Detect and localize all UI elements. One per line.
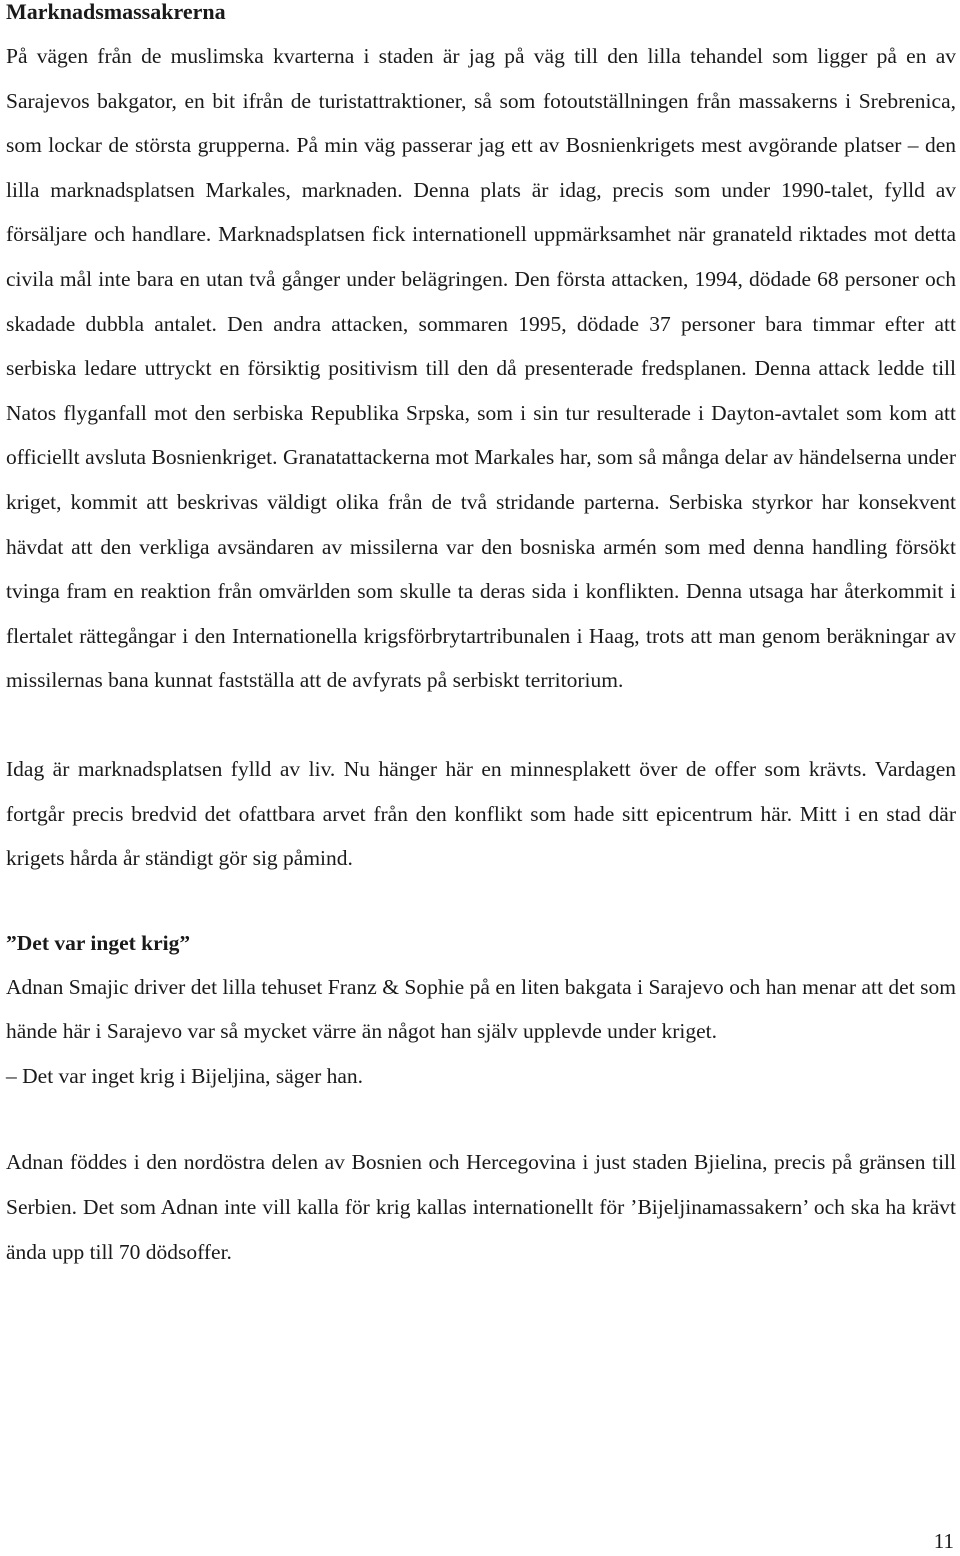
paragraph-markales-history: På vägen från de muslimska kvarterna i staden är jag på väg till den lilla tehandel som ligger på en av Sarajevos bakgator, en bit ifrån de turistattraktioner, så som fotoutställningen från massakerns i Srebrenica, som lockar de största grupperna. På min väg passerar jag ett av Bosnienkrigets mest avgörande platser – den lilla marknadsplatsen Markales, marknaden. Denna plats är idag, precis som under 1990-talet, fylld av försäljare och handlare. Marknadsplatsen fick internationell uppmärksamhet när granateld riktades mot detta civila mål inte bara en utan två gånger under belägringen. Den första attacken, 1994, dödade 68 personer och skadade dubbla antalet. Den andra attacken, sommaren 1995, dödade 37 personer bara timmar efter att serbiska ledare uttryckt en försiktig positivism till den då presenterade fredsplanen. Denna attack ledde till Natos flyganfall mot den serbiska Republika Srpska, som i sin tur resulterade i Dayton-avtalet som kom att officiellt avsluta Bosnienkriget. Granatattackerna mot Markales har, som så många delar av händelserna under kriget, kommit att beskrivas väldigt olika från de två stridande parterna. Serbiska styrkor har konsekvent hävdat att den verkliga avsändaren av missilerna var den bosniska armén som med denna handling försökt tvinga fram en reaktion från omvärlden som skulle ta deras sida i konflikten. Denna utsaga har återkommit i flertalet rättegångar i den Internationella krigsförbrytartribunalen i Haag, trots att man genom beräkningar av missilernas bana kunnat fastställa att de avfyrats på serbiskt territorium.	[6, 44, 956, 693]
paragraph-market-today: Idag är marknadsplatsen fylld av liv. Nu hänger här en minnesplakett över de offer som krävts. Vardagen fortgår precis bredvid det ofattbara arvet från den konflikt som hade sitt epicentrum här. Mitt i en stad där krigets hårda år ständigt gör sig påmind.	[6, 756, 956, 871]
page-number: 11	[933, 1529, 954, 1553]
paragraph-quote: – Det var inget krig i Bijeljina, säger han.	[6, 1063, 364, 1088]
subsection-title: ”Det var inget krig”	[6, 930, 191, 955]
paragraph-adnan-intro: Adnan Smajic driver det lilla tehuset Franz & Sophie på en liten bakgata i Sarajevo och han menar att det som hände här i Sarajevo var så mycket värre än något han själv upplevde under kriget.	[6, 974, 956, 1044]
page-content	[6, 0, 956, 1274]
paragraph-bijeljina: Adnan föddes i den nordöstra delen av Bosnien och Hercegovina i just staden Bjielina, precis på gränsen till Serbien. Det som Adnan inte vill kalla för krig kallas internationellt för ’Bijeljinamassakern’ och ska ha krävt ända upp till 70 dödsoffer.	[6, 1150, 956, 1264]
section-title: Marknadsmassakrerna	[6, 0, 226, 24]
